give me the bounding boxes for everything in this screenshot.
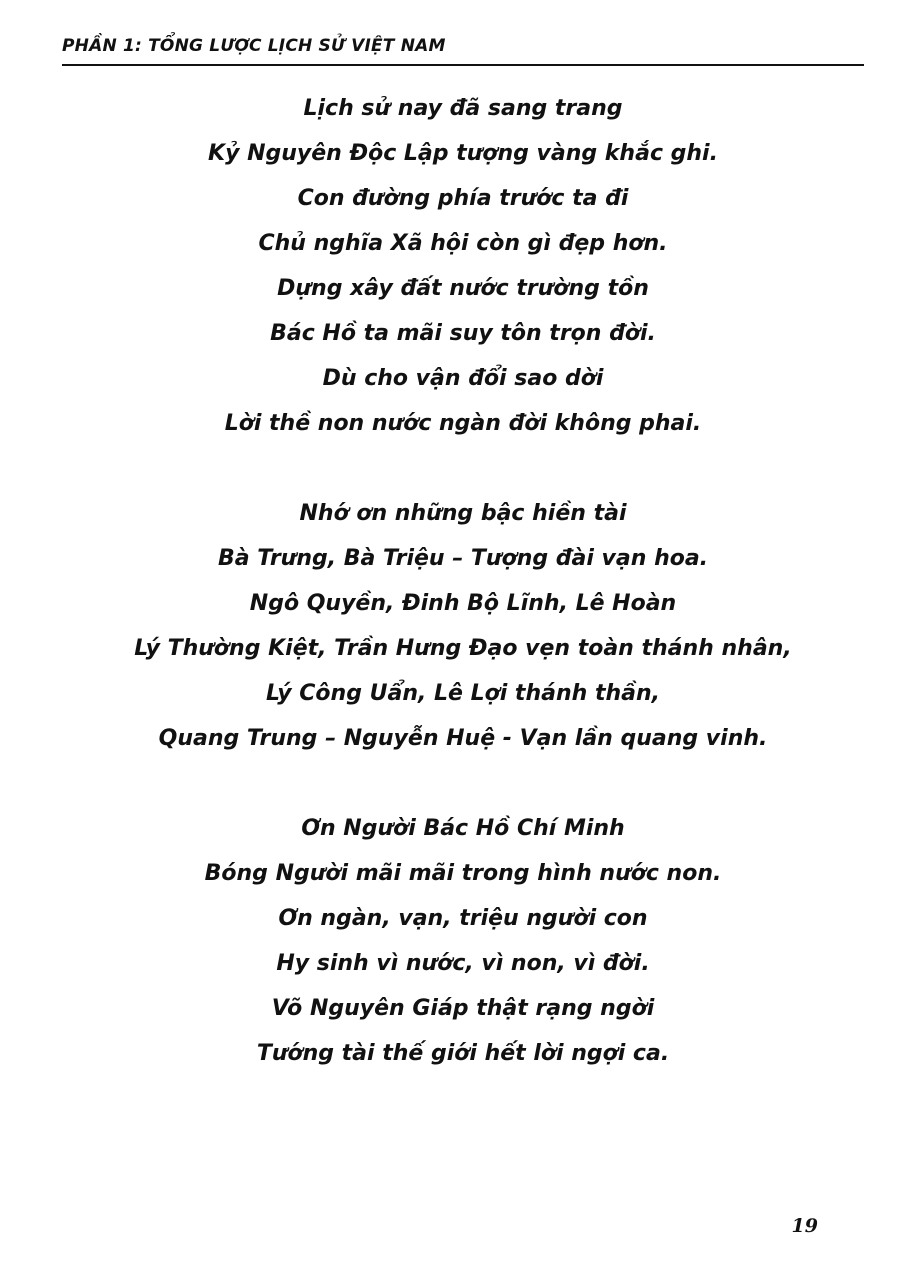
poem-line: Lý Công Uẩn, Lê Lợi thánh thần, [265,681,660,706]
poem-line: Ngô Quyền, Đinh Bộ Lĩnh, Lê Hoàn [249,591,677,616]
poem [62,86,864,1121]
poem-line: Võ Nguyên Giáp thật rạng ngời [271,996,655,1021]
poem-line: Ơn Người Bác Hồ Chí Minh [301,816,625,841]
page-number: 19 [791,1215,818,1237]
poem-line: Bà Trưng, Bà Triệu – Tượng đài vạn hoa. [217,546,709,571]
poem-line: Lý Thường Kiệt, Trần Hưng Đạo vẹn toàn thánh nhân, [134,636,792,661]
poem-line: Hy sinh vì nước, vì non, vì đời. [276,951,650,976]
poem-line: Lịch sử nay đã sang trang [303,96,623,121]
poem-line: Lời thề non nước ngàn đời không phai. [224,411,702,436]
poem-line: Dựng xây đất nước trường tồn [277,276,649,301]
stanza-1 [62,86,864,446]
poem-line: Bóng Người mãi mãi trong hình nước non. [204,861,722,886]
chapter-title: PHẦN 1: TỔNG LƯỢC LỊCH SỬ VIỆT NAM [62,36,446,56]
poem-line: Bác Hồ ta mãi suy tôn trọn đời. [270,321,656,346]
poem-line: Dù cho vận đổi sao dời [322,366,604,391]
poem-line: Con đường phía trước ta đi [297,186,629,211]
poem-line: Ơn ngàn, vạn, triệu người con [278,906,648,931]
stanza-2 [62,491,864,761]
poem-line: Chủ nghĩa Xã hội còn gì đẹp hơn. [258,231,668,256]
stanza-3 [62,806,864,1076]
poem-line: Kỷ Nguyên Độc Lập tượng vàng khắc ghi. [208,141,718,166]
poem-line: Quang Trung – Nguyễn Huệ - Vạn lần quang vinh. [158,726,768,751]
poem-line: Tướng tài thế giới hết lời ngợi ca. [256,1041,670,1066]
page-header [62,30,864,66]
poem-line: Nhớ ơn những bậc hiền tài [299,501,627,526]
